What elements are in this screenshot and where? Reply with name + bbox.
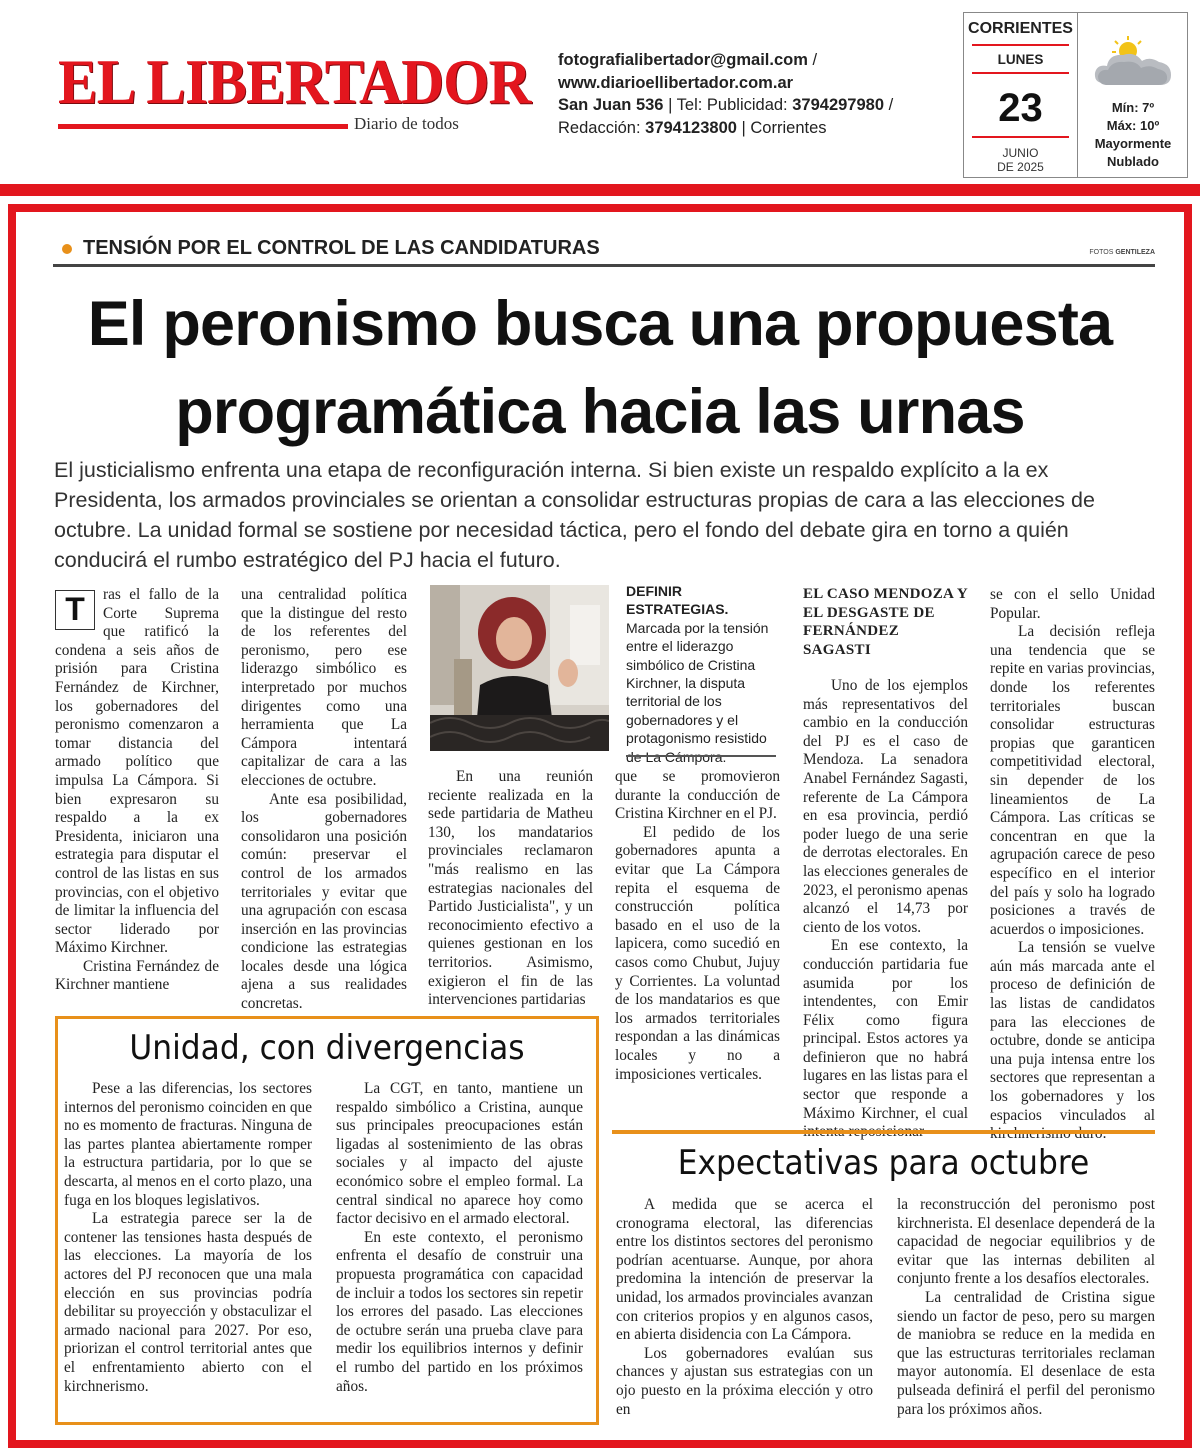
photo-cristina-balcony (430, 585, 609, 751)
headline-line: El peronismo busca una propuesta (87, 289, 1113, 359)
contact-city: Corrientes (750, 118, 827, 137)
paragraph: Los gobernadores evalúan sus chances y ajustan sus estrategias con un ojo puesto en la próxima elección y otro en (616, 1344, 873, 1418)
redaccion-label: Redacción: (558, 118, 641, 137)
weather-max: Máx: 10º (1106, 118, 1160, 133)
weather-text (1078, 99, 1188, 171)
publicidad-phone: 3794297980 (792, 96, 884, 114)
bullet-icon (62, 244, 72, 254)
dek: El justicialismo enfrenta una etapa de reconfiguración interna. Si bien existe un respaldo explícito a la ex Presidenta, los armados provinciales se orientan a consolidar estructuras propias de cara a las elecciones de octubre. La unidad formal se sostiene por necesidad táctica, pero el fondo del debate gira en torno a quién conducirá el rumbo estratégico del PJ hacia el futuro. (54, 458, 1095, 572)
paragraph: Uno de los ejemplos más representativos del cambio en la conducción del PJ es el caso de Mendoza. La senadora Anabel Fernández Sagasti, referente de La Cámpora en esa provincia, perdió poder luego de una serie de derrotas electorales. En las elecciones generales de 2023, el peronismo apenas alcanzó el 14,73 por ciento de los votos. (803, 677, 968, 936)
contact-separator: / (884, 96, 894, 114)
body-column-2 (241, 586, 407, 1014)
paragraph: El pedido de los gobernadores apunta a evitar que La Cámpora repita el esquema de construcción política basado en el uso de la lapicera, como sucedió en casos como Chubut, Jujuy y Corrientes. La voluntad de los mandatarios es que los armados territoriales respondan a las dinámicas locales y no a imposiciones verticales. (615, 823, 780, 1083)
body-column-5 (803, 677, 968, 1142)
weather-condition: Nublado (1107, 154, 1159, 169)
caption-rule (626, 755, 776, 757)
kicker-bar (53, 237, 1155, 267)
caption-head: DEFINIR ESTRATEGIAS. (626, 583, 729, 618)
paragraph: una centralidad política que la distingue del resto de los referentes del peronismo, pero ese liderazgo simbólico es interpretado por muchos dirigentes como una herramienta que La Cámpora intentará capitalizar de cara a las elecciones de octubre. (241, 586, 407, 789)
logo-underline (58, 124, 348, 129)
paragraph: A medida que se acerca el cronograma electoral, las diferencias entre los distintos sectores del peronismo podrían acentuarse. Aunque, por ahora predomina la intención de preservar la unidad, los armados provinciales avanzan con criterios propios y en algunos casos, en abierta disidencia con La Cámpora. (616, 1196, 873, 1344)
box-unidad-column-right (336, 1080, 583, 1396)
expectativas-column-left (616, 1196, 873, 1419)
kicker: TENSIÓN POR EL CONTROL DE LAS CANDIDATURAS (83, 237, 600, 259)
weather-min: Mín: 7º (1111, 100, 1155, 115)
redaccion-phone: 3794123800 (645, 118, 737, 137)
contact-website[interactable]: www.diarioellibertador.com.ar (558, 73, 794, 92)
contact-address: San Juan 536 (558, 96, 664, 114)
date-month (964, 146, 1077, 174)
paragraph: En este contexto, el peronismo enfrenta el desafío de construir una propuesta programática con capacidad de incluir a todos los sectores sin repetir los errores del pasado. Las elecciones de octubre serán una prueba clave para medir los equilibrios internos y definir el rumbo del partido en los próximos años. (336, 1228, 583, 1395)
photo-credit-value: GENTILEZA (1115, 249, 1155, 256)
paragraph: se con el sello Unidad Popular. (990, 586, 1155, 622)
paragraph: En ese contexto, la conducción partidaria fue asumida por los intendentes, con Emir Félix como figura principal. Estos actores ya definieron que no habrá lugares en las listas para el sector que responde a Máximo Kirchner, el cual (803, 937, 968, 1122)
paragraph: La CGT, en tanto, mantiene un respaldo simbólico a Cristina, aunque sus principales preocupaciones están ligadas al sostenimiento de las obras sociales y al impacto del ajuste económico sobre el empleo formal. La central sindical no aparece hoy como factor decisivo en el armado electoral. (336, 1080, 583, 1228)
body-column-3 (428, 768, 593, 1010)
newspaper-logo[interactable] (58, 46, 531, 133)
article-photo[interactable] (430, 585, 609, 751)
weather-condition: Mayormente (1094, 136, 1172, 151)
paragraph: La decisión refleja una tendencia que se repite en varias provincias, donde los referentes territoriales buscan consolidar estructuras propias que garanticen competitividad electoral, sin depender de los lineamientos de La Cámpora. Las críticas se concentran en que la agrupación carece de peso específico en el interior del país y solo ha logrado posiciones a través de acuerdos o imposiciones. (990, 623, 1155, 938)
paragraph: La tensión se vuelve aún más marcada ante el proceso de definición de las listas de candidatos para las elecciones de octubre, donde se anticipa una puja intensa entre los sectores que representan a los gobernadores y los espacios vinculados al (990, 939, 1155, 1124)
paragraph: la reconstrucción del peronismo post kirchnerista. El desenlace dependerá de la capacidad de negociar equilibrios y de evitar que las internas debiliten al conjunto frente a los desafíos electorales. (897, 1196, 1155, 1288)
date-divider (972, 136, 1069, 138)
masthead-red-band (0, 184, 1200, 196)
contact-email[interactable]: fotografialibertador@gmail.com (558, 51, 808, 69)
photo-credit (1089, 249, 1155, 256)
contact-info: fotografialibertador@gmail.com / www.diarioellibertador.com.ar San Juan 536 | Tel: Publicidad: 3794297980 / Redacción: 3794123800 | Corrientes (558, 51, 894, 137)
paragraph: La estrategia parece ser la de contener las tensiones hasta después de las elecciones. La mayoría de los actores del PJ reconocen que una mala elección en sus provincias podría debilitar su proyección y obstaculizar el armado nacional para 2027. Por eso, priorizan el control territorial antes que el enfrentamiento abierto con el kirchnerismo. (64, 1210, 312, 1395)
date-city: CORRIENTES (968, 20, 1073, 37)
box-title: Unidad, con divergencias (129, 1028, 525, 1068)
section-rule (612, 1130, 1155, 1134)
paragraph: Pese a las diferencias, los sectores internos del peronismo coinciden en que no es momento de fracturas. Ninguna de las partes plantea abiertamente romper la estructura partidaria, por lo que se descarta, al menos en el corto plazo, una fuga en los bloques legislativos. (64, 1080, 312, 1209)
paragraph: que se promovieron durante la conducción de Cristina Kirchner en el PJ. (615, 768, 780, 823)
date-weather-box (963, 12, 1188, 178)
headline-line: programática hacia las urnas (175, 377, 1025, 447)
headline (30, 280, 1170, 456)
caption-text: Marcada por la tensión entre el liderazgo simbólico de Cristina Kirchner, la disputa territorial de los gobernadores y el protagonismo resistido (626, 619, 769, 747)
dropcap: T (55, 590, 95, 630)
body-column-4 (615, 768, 780, 1084)
photo-credit-label: FOTOS (1089, 249, 1114, 256)
logo-title: EL LIBERTADOR (58, 46, 531, 117)
date-divider (972, 72, 1069, 74)
body-column-1 (55, 586, 219, 995)
paragraph: La centralidad de Cristina sigue siendo un factor de peso, pero su margen de maniobra se reduce en la medida en que las estructuras territoriales reclaman mayor autonomía. El desenlace de esta pulseada definirá el perfil del peronismo para los próximos años. (897, 1288, 1155, 1418)
box-unidad-column-left (64, 1080, 312, 1396)
date-weekday: LUNES (997, 52, 1044, 67)
contact-separator: / (807, 51, 818, 69)
date-divider (972, 44, 1069, 46)
expectativas-column-right (897, 1196, 1155, 1419)
date-month-name: JUNIO (1002, 146, 1039, 160)
partly-cloudy-icon (1092, 35, 1174, 91)
photo-caption (626, 582, 776, 766)
date-panel (964, 13, 1078, 177)
publicidad-label: Tel: Publicidad: (676, 96, 788, 114)
box-title: Expectativas para octubre (677, 1143, 1090, 1183)
date-day: 23 (998, 86, 1043, 130)
paragraph: Ante esa posibilidad, los gobernadores consolidaron una posición común: preservar el control de los armados territoriales y evitar que una agrupación con escasa inserción en las provincias condicione las estrategias locales desde una lógica ajena a sus realidades concretas. (241, 790, 407, 1013)
masthead (0, 0, 1200, 184)
section-subhead: EL CASO MENDOZA Y EL DESGASTE DE FERNÁNDEZ SAGASTI (803, 586, 968, 658)
paragraph: En una reunión reciente realizada en la sede partidaria de Matheu 130, los mandatarios provinciales reclamaron "más realismo en las estrategias nacionales del Partido Justicialista", y un reconocimiento efectivo a quienes gestionan en los territorios. Asimismo, exigieron el fin de las intervenciones partidarias (428, 768, 593, 1009)
body-column-6 (990, 586, 1155, 1144)
paragraph: ras el fallo de la Corte Suprema que ratificó la condena a seis años de prisión para Cristina Fernández de Kirchner, los gobernadores del peronismo comenzaron a tomar distancia del armado político que impulsa La Cámpora. Si bien expresaron su respaldo a la ex Presidenta, iniciaron una estrategia para disputar el control de las listas en sus provincias, con el objetivo de limitar la influencia del sector liderado por Máximo Kirchner. (55, 586, 219, 957)
paragraph: Cristina Fernández de Kirchner mantiene (55, 957, 219, 994)
date-year: DE 2025 (997, 160, 1044, 174)
weather-panel (1078, 13, 1188, 177)
logo-subtitle: Diario de todos (354, 114, 459, 133)
